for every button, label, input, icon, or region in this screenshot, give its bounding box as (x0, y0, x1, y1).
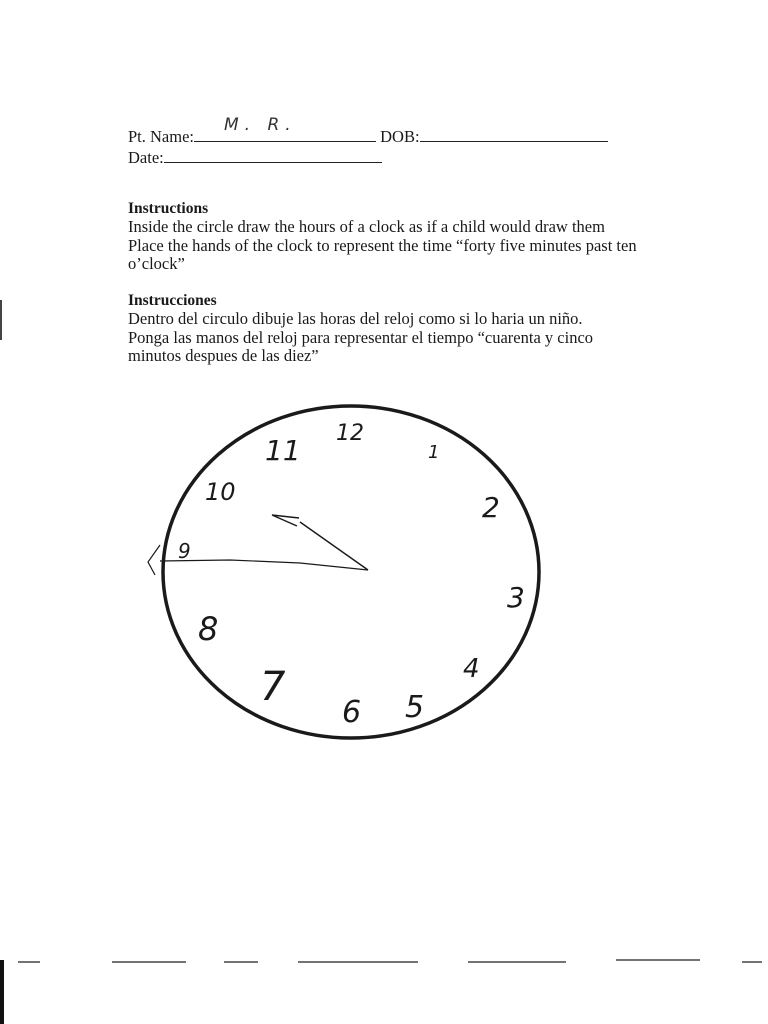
numeral-5: 5 (405, 690, 425, 725)
instructions-line: Place the hands of the clock to represent the time “forty five minutes past ten (128, 235, 637, 255)
pt-name-label: Pt. Name: (128, 127, 194, 146)
instructions-line: Inside the circle draw the hours of a clock as if a child would draw them (128, 217, 605, 236)
clock-minute-hand-arrowhead (148, 545, 160, 575)
numeral-6: 6 (342, 695, 362, 730)
instrucciones-heading: Instrucciones (128, 292, 217, 309)
numeral-2: 2 (482, 491, 500, 524)
instrucciones-line: minutos despues de las diez” (128, 346, 319, 365)
instructions-heading: Instructions (128, 200, 209, 217)
clock-hour-hand-arrowhead (272, 515, 299, 526)
numeral-1: 1 (428, 442, 440, 463)
dob-label: DOB: (380, 127, 420, 146)
instrucciones-line: Ponga las manos del reloj para representar el tiempo “cuarenta y cinco (128, 327, 594, 347)
numeral-10: 10 (205, 478, 236, 506)
numeral-4: 4 (463, 654, 480, 684)
numeral-8: 8 (198, 610, 219, 648)
instrucciones-line: Dentro del circulo dibuje las horas del reloj como si lo haria un niño. (128, 309, 583, 328)
numeral-11: 11 (265, 434, 301, 467)
numeral-12: 12 (336, 421, 364, 446)
pt-name-handwritten-value: M. R. (224, 115, 297, 135)
clock-face-circle (163, 406, 539, 738)
clock-minute-hand (160, 560, 368, 570)
instructions-line: o’clock” (128, 254, 185, 273)
numeral-7: 7 (260, 664, 286, 710)
clock-hour-hand (300, 522, 368, 570)
numeral-3: 3 (507, 581, 525, 614)
numeral-9: 9 (178, 539, 191, 563)
date-label: Date: (128, 148, 164, 167)
